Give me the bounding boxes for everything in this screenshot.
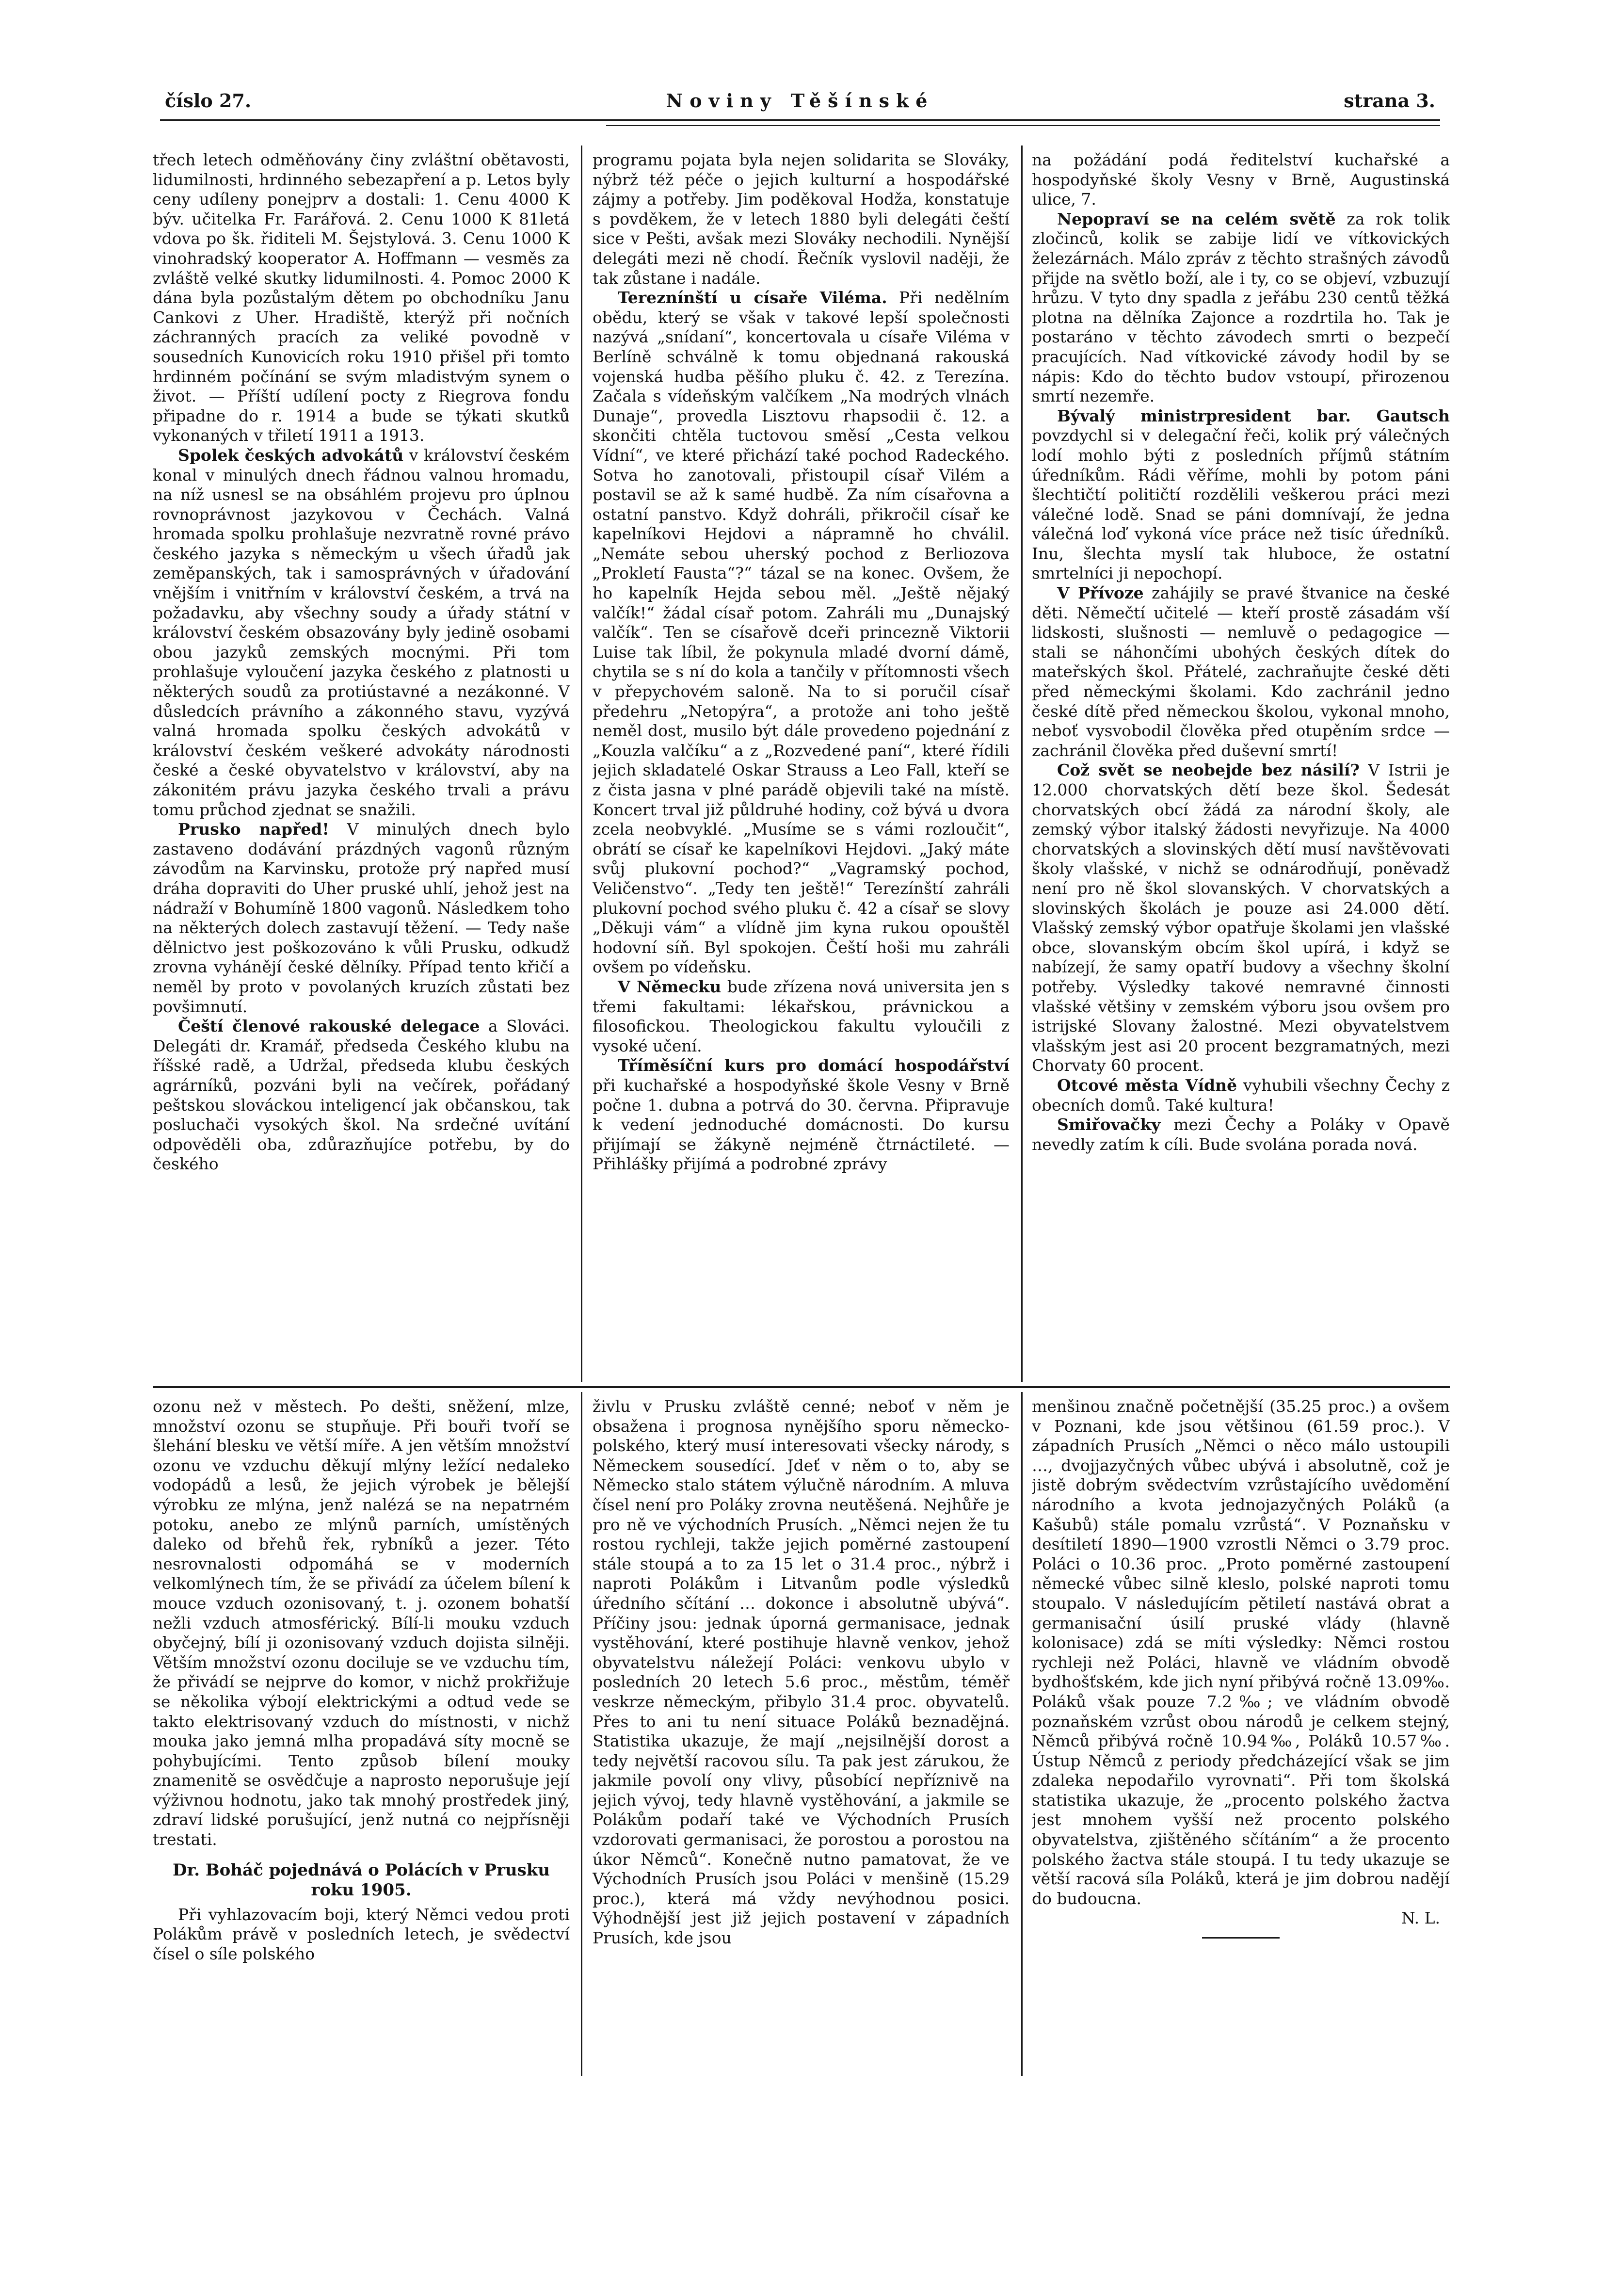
article-text: ozonu než v městech. Po dešti, sněžení, mlze, množství ozonu se stupňuje. Při bouři tvoří se šlehání blesku ve větší míře. A jen větším množství ozonu ve vzduchu děkují mlýny ležící nedaleko vodopádů a lesů, že jejich výrobek je bělejší výrobku ze mlýna, jenž nalézá se na nepatrném potoku, anebo ze mlýnů parních, umístěných daleko od břehů řek, rybníků a jezer. Této nesrovnalosti odpomáhá se v moderních velkomlýnech tím, že se přivádí za účelem bílení k mouce vzduch ozonisovaný, t. j. ozonem bohatší nežli vzduch atmosférický. Bílí-li mouku vzduch obyčejný, bílí ji ozonisovaný vzduch dojista silněji. Větším množství ozonu dociluje se ve vzduchu tím, že přivádí se nejprve do komor, v nichž prokřižuje se několika výbojí elektrickými a odtud vede se takto elektrisovaný vzduch do místnosti, v nichž mouka jako jemná mlha propadává síty mocně se pohybujícími. Tento způsob bílení mouky znamenitě se osvědčuje a naprosto neporušuje její výživnou hodnotu, jako tak mnohý prostředek jiný, zdraví lidské porušující, jenž nutná co nejpřísněji trestati. <box>153 1397 570 1849</box>
author-signature: N. L. <box>1401 1908 1440 1928</box>
article-text: vyhubili všechny Čechy z obecních domů. Také kultura! <box>1032 1075 1450 1115</box>
article-text: a Slováci. Delegáti dr. Kramář, předseda Českého klubu na říšské radě, a Udržal, předseda klubu českých agrárníků, pozváni byli na večírek, pořádaný peštskou slováckou inteligencí jak občanskou, tak posluchači vysokých škol. Na srdečné uvítání odpověděli oba, zdůrazňujíce potřebu, by do českého <box>153 1017 570 1174</box>
article-text: živlu v Prusku zvláště cenné; neboť v něm je obsažena i prognosa nynějšího sporu německo-polského, který musí interesovati všecky národy, s Německem sousedící. Jdeť v něm o to, aby se Německo stalo státem výlučně národním. A mluva čísel není pro Poláky zrovna neutěšená. Nejhůře je pro ně ve východních Prusích. „Němci nejen že tu rostou rychleji, takže jejich poměrné zastoupení stále stoupá a to za 15 let o 31.4 proc., nýbrž i naproti Polákům i Litvanům podle výsledků úředního sčítání … dokonce i absolutně ubývá“. Příčiny jsou: jednak úporná germanisace, jednak vystěhování, které postihuje hlavně venkov, jehož obyvatelstvu náležejí Poláci: venkovu ubylo v posledních 20 letech 5.6 proc., městům, téměř veskrze německým, přibylo 31.4 proc. obyvatelů. Přes to ani tu není situace Poláků beznadějná. Statistika ukazuje, že mají „nejsilnější dorost a tedy největší racovou sílu. Ta pak jest zárukou, že jakmile povolí ony vlivy, působící nepříznivě na jejich vývoj, tedy hlavně vystěhování, a jakmile se Polákům podaří také ve Východních Prusích vzdorovati germanisaci, že porostou a porostou na úkor Němců“. Konečně nutno pamatovat, že ve Východních Prusích jsou Poláci v menšině (15.29 proc.), která má vždy nevýhodnou posici. Výhodnější jest již jejich postavení v západních Prusích, kde jsou <box>593 1397 1010 1948</box>
article-paragraph <box>1032 1076 1450 1115</box>
article-text: bude zřízena nová universita jen s třemi fakultami: lékařskou, právnickou a filosofickou. Theologickou fakultu vyloučili z vysoké učení. <box>593 977 1010 1055</box>
article-paragraph <box>593 1397 1010 1948</box>
article-text: mezi Čechy a Poláky v Opavě nevedly zatím k cíli. Bude svolána porada nová. <box>1032 1115 1450 1154</box>
article-paragraph <box>1032 760 1450 1076</box>
bottom-column-2 <box>593 1397 1010 2076</box>
article-text: v království českém konal v minulých dnech řádnou valnou hromadu, na níž usnesl se na obsáhlém projevu pro úplnou rovnoprávnost jazykovou v Čechách. Valná hromada spolku prohlašuje nezvratně rovné právo českého jazyka s německým u všech úřadů jak zeměpanských, tak i samosprávných v úřadování vnějším i vnitřním v království českém, a trvá na požadavku, aby všechny soudy a úřady státní v království českém obsazovány byly jedině osobami obou jazyků zemských mocnými. Při tom prohlašuje vyloučení jazyka českého z platnosti u některých soudů za protiústavné a nezákonné. V důsledcích právního a zákonného stavu, vyzývá valná hromada spolku českých advokátů v království českém veškeré advokáty národnosti české a české obyvatelstvo v království, aby na zákonitém právu jazyka českého trvali a právu tomu průchod zjednat se snažili. <box>153 445 570 819</box>
article-paragraph <box>153 1397 570 1850</box>
top-column-3 <box>1032 150 1450 1382</box>
article-lead: Otcové města Vídně <box>1057 1075 1237 1095</box>
page-number: strana 3. <box>1344 90 1435 112</box>
article-lead: Prusko napřed! <box>178 820 329 839</box>
article-lead: Tereznínští u císaře Viléma. <box>618 288 887 307</box>
article-paragraph <box>153 446 570 820</box>
column-divider <box>1021 1392 1023 2076</box>
header-rule-thin <box>606 125 1440 126</box>
article-text: menšinou značně početnější (35.25 proc.) a ovšem v Poznani, kde jsou většinou (61.59 proc.). V západních Prusích „Němci o něco málo ustoupili …, dvojjazyčných vůbec ubývá i absolutně, což je jistě dobrým svědectvím vzrůstajícího uvědomění národního a kvota jednojazyčných Poláků (a Kašubů) stále pomalu vzrůstá“. V Poznaňsku v desítiletí 1890—1900 vzrostli Němci o 3.79 proc. Poláci o 10.36 proc. „Proto poměrné zastoupení německé vůbec silně kleslo, polské naproti tomu stoupalo. V následujícím pětiletí nastává obrat a germanisační úsilí pruské vlády (hlavně kolonisace) zdá se míti výsledky: Němci rostou rychleji než Poláci, hlavně ve vládním obvodě bydhošťském, kde jich nyní přibývá ročně 13.09‰. Poláků však pouze 7.2‰; ve vládním obvodě poznaňském vzrůst obou národů je celkem stejný, Němců přibývá ročně 10.94‰, Poláků 10.57‰. Ústup Němců z periody předcházející však se jim zdaleka nepodařilo vyrovnati“. Při tom školská statistika ukazuje, že „procento polského žactva jest mnohem vyšší než procento polského obyvatelstva, zjištěného sčítáním“ a že procento polského žactva stále stoupá. I tu tedy ukazuje se větší racová síla Poláků, která je jim dobrou nadějí do budoucna. <box>1032 1397 1450 1908</box>
top-column-1 <box>153 150 570 1382</box>
issue-number: číslo 27. <box>165 90 252 112</box>
article-text: V Istrii je 12.000 chorvatských dětí beze škol. Šedesát chorvatských obcí žádá za národní školy, ale zemský výbor italský žádosti nevyřizuje. Na 4000 chorvatských a slovinských dětí musí navštěvovati školy vlašské, v nichž se odnárodňují, poněvadž není pro ně škol slovanských. V chorvatských a slovinských školách je pouze asi 24.000 dětí. Vlašský zemský výbor opatřuje školami jen vlašské obce, slovanským obcím škol upírá, i když se nabízejí, že samy opatří budovy a všechny školní potřeby. Výsledky takové nemravné činnosti vlašské většiny v zemském výboru jsou ovšem pro istrijské Slovany žalostné. Mezi obyvatelstvem vlašským jest asi 20 procent bezgramatných, mezi Chorvaty 60 procent. <box>1032 760 1450 1075</box>
article-paragraph <box>593 977 1010 1056</box>
header-rule <box>160 119 1440 121</box>
article-paragraph <box>1032 1397 1450 1908</box>
article-paragraph <box>1032 1115 1450 1154</box>
article-lead: Smiřovačky <box>1057 1115 1161 1134</box>
article-text: povzdychl si v delegační řeči, kolik prý válečných lodí mohlo býti z posledních příjmů státním úředníkům. Rádi věříme, mohli by potom páni šlechtičtí političtí rozdělili veškerou práci mezi válečné lodě. Snad se páni domnívají, že jedna válečná loď vykoná více práce než tisíc úředníků. Inu, šlechta myslí tak hluboce, že ostatní smrtelníci ji nepochopí. <box>1032 426 1450 583</box>
article-text: za rok tolik zločinců, kolik se zabije lidí ve vítkovických železárnách. Málo zpráv z těchto strašných závodů přijde na světlo boží, ale i ty, co se objeví, vzbuzují hrůzu. V tyto dny spadla z jeřábu 230 centů těžká plotna na dělníka Zajonce a rozdrtila ho. Tak je postaráno v těchto závodech smrti o bezpečí pracujících. Nad vítkovické závody hodil by se nápis: Kdo do těchto budov vstoupí, přirozenou smrtí nezemře. <box>1032 209 1450 406</box>
newspaper-title: Noviny Těšínské <box>666 90 934 112</box>
article-text: třech letech odměňovány činy zvláštní obětavosti, lidumilnosti, hrdinného sebezapření a p. Letos byly ceny udíleny ponejprv a dostali: 1. Cenu 4000 K býv. učitelka Fr. Farářová. 2. Cenu 1000 K 81letá vdova po šk. řiditeli M. Šejstylová. 3. Cenu 1000 K vinohradský kooperator A. Hoffmann — vesměs za zvláště velké skutky lidumilnosti. 4. Pomoc 2000 K dána byla pozůstalým dětem po obchodníku Janu Cankovi z Uher. Hradiště, kterýž při nočních záchranných pracích za veliké povodně v sousedních Kunovicích roku 1910 přišel při tomto hrdinném počínání se svým mladistvým synem o život. — Příští udílení pocty z Riegrova fondu připadne do r. 1914 a bude se týkati skutků vykonaných v třiletí 1911 a 1913. <box>153 150 570 445</box>
article-lead: Spolek českých advokátů <box>178 445 404 465</box>
article-paragraph <box>1032 150 1450 210</box>
article-text: zahájily se pravé štvanice na české děti. Němečtí učitelé — kteří prostě zásadám vší lidskosti, slušnosti — nemluvě o pedagogice — stali se náhončími ubohých českých dítek do mateřských škol. Přátelé, zachraňujte české děti před německými školami. Kdo zachránil jedno české dítě před německou školou, vykonal mnoho, neboť vysvobodil člověka před otupěním srdce — zachránil člověka před duševní smrtí! <box>1032 583 1450 760</box>
column-divider <box>581 146 582 1382</box>
page-header <box>160 90 1440 119</box>
article-text: Při vyhlazovacím boji, který Němci vedou proti Polákům právě v posledních letech, je svědectví čísel o síle polského <box>153 1905 570 1963</box>
article-paragraph <box>593 288 1010 977</box>
bottom-column-1 <box>153 1397 570 2076</box>
article-paragraph <box>1032 406 1450 583</box>
section-rule <box>153 1386 1450 1388</box>
article-heading: Dr. Boháč pojednává o Polácích v Prusku roku 1905. <box>172 1860 550 1900</box>
article-paragraph <box>153 1905 570 1964</box>
article-lead: Což svět se neobejde bez násilí? <box>1057 760 1360 780</box>
bottom-column-3 <box>1032 1397 1450 2076</box>
article-lead: Tříměsíční kurs pro domácí hospodářství <box>618 1056 1010 1075</box>
article-paragraph <box>153 150 570 446</box>
article-text: na požádání podá ředitelství kuchařské a hospodyňské školy Vesny v Brně, Augustinská ulice, 7. <box>1032 150 1450 209</box>
article-paragraph <box>153 1017 570 1174</box>
top-column-2 <box>593 150 1010 1382</box>
article-paragraph <box>1032 583 1450 760</box>
column-divider <box>1021 146 1023 1382</box>
column-divider <box>581 1392 582 2076</box>
article-text: programu pojata byla nejen solidarita se Slováky, nýbrž též péče o jejich kulturní a hospodářské zájmy a potřeby. Jim poděkoval Hodža, konstatuje s povděkem, že v letech 1880 byli delegáti čeští sice v Pešti, avšak mezi Slováky nechodili. Nynější delegáti mezi ně chodí. Řečník vyslovil naději, že tak zůstane i nadále. <box>593 150 1010 288</box>
article-lead: Nepopraví se na celém světě <box>1057 209 1336 228</box>
end-rule <box>1202 1937 1280 1939</box>
article-lead: Bývalý ministrpresident bar. Gautsch <box>1057 406 1450 425</box>
article-text: při kuchařské a hospodyňské škole Vesny v Brně počne 1. dubna a potrvá do 30. června. Připravuje k vedení jednoduché domácnosti. Do kursu přijímají se žákyně nejméně čtrnáctileté. — Přihlášky přijímá a podrobné zprávy <box>593 1075 1010 1174</box>
article-lead: V Německu <box>618 977 722 996</box>
article-paragraph <box>593 150 1010 288</box>
article-lead: Čeští členové rakouské delegace <box>178 1017 480 1036</box>
article-text: V minulých dnech bylo zastaveno dodávání prázdných vagonů různým závodům na Karvinsku, protože prý napřed musí dráha dopraviti do Uher pruské uhlí, jehož jest na nádraží v Bohumíně 1800 vagonů. Následkem toho na některých dolech zastavují těžení. — Tedy naše dělnictvo jest poškozováno k vůli Prusku, odkudž zrovna vyhánějí české dělníky. Případ tento křičí a neměl by proto v povolaných kruzích zůstati bez povšimnutí. <box>153 820 570 1016</box>
article-paragraph <box>1032 210 1450 406</box>
article-text: Při nedělním obědu, který se však v takové lepší společnosti nazývá „snídaní“, koncertovala u císaře Viléma v Berlíně schválně k tomu objednaná rakouská vojenská hudba pěšího pluku č. 42. z Terezína. Začala s vídeňským valčíkem „Na modrých vlnách Dunaje“, provedla Lisztovu rhapsodii č. 12. a skončiti chtěla tuctovou směsí „Cesta velkou Vídní“, ve které přichází také pochod Radeckého. Sotva ho zanotovali, přistoupil císař Vilém a postavil se až k samé hudbě. Za ním císařovna a ostatní panstvo. Když dohráli, přikročil císař ke kapelníkovi Hejdovi a nápramně ho chválil. „Nemáte sebou uherský pochod z Berliozova „Prokletí Fausta“?“ tázal se na konec. Ovšem, že ho kapelník Hejda sebou měl. „Ještě nějaký valčík!“ žádal císař potom. Zahráli mu „Dunajský valčík“. Ten se císařově dceři princezně Viktorii Luise tak líbil, že pokynula mladé dvorní dámě, chytila se s ní do kola a tančily v přítomnosti všech v přepychovém saloně. Na to si poručil císař předehru „Netopýra“, a protože ani toho ještě neměl dost, musilo být dále provedeno pojednání z „Kouzla valčíku“ a z „Rozvedené paní“, které řídili jejich skladatelé Oskar Strauss a Leo Fall, kteří se z čista jasna v plné parádě objevili také na místě. Koncert trval již půldruhé hodiny, což bývá u dvora zcela neobvyklé. „Musíme se s vámi rozloučit“, obrátí se císař ke kapelníkovi Hejdovi. „Jaký máte svůj plukovní pochod?“ „Vagramský pochod, Veličenstvo“. „Tedy ten ještě!“ Terezínští zahráli plukovní pochod svého pluku č. 42 a císař se slovy „Děkuji vám“ a vlídně jim kyna rukou opouštěl hodovní síň. Byl spokojen. Čeští hoši mu zahráli ovšem po vídeňsku. <box>593 288 1010 977</box>
article-paragraph <box>593 1056 1010 1174</box>
article-lead: V Přívoze <box>1057 583 1144 603</box>
article-paragraph <box>153 820 570 1017</box>
